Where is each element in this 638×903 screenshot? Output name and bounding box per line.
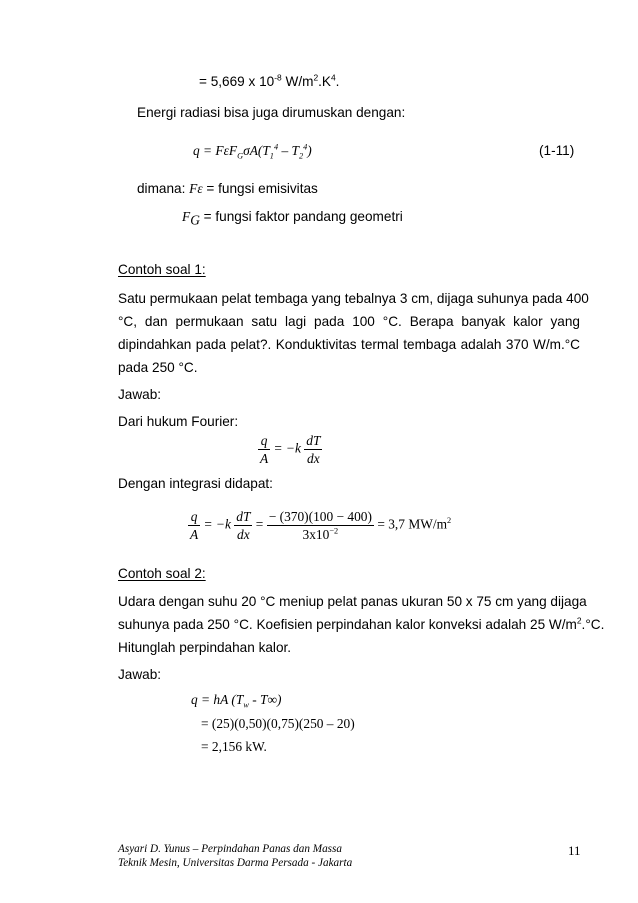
fe-description: = fungsi emisivitas (202, 181, 318, 196)
eq-area: A(T (249, 143, 270, 158)
sigma-end: . (335, 74, 340, 89)
denominator-exponent: −2 (329, 526, 339, 536)
fraction-denominator: A (190, 527, 199, 542)
eq-sub-2: 2 (298, 151, 304, 161)
contoh-1-heading: Contoh soal 1: (118, 262, 206, 277)
contoh-2-line (118, 615, 605, 632)
fg-description: = fungsi faktor pandang geometri (199, 209, 403, 224)
fraction-denominator (267, 526, 374, 543)
denominator-base: 3x10 (302, 527, 330, 542)
fraction-denominator: dx (237, 527, 250, 542)
equation-number: (1-11) (539, 143, 575, 158)
fraction-numerator: − (370)(100 − 400) (268, 509, 372, 524)
contoh-2-last-line: Hitunglah perpindahan kalor. (118, 640, 292, 655)
fourier-equation (258, 432, 322, 467)
result-exponent: 2 (447, 516, 452, 526)
contoh-1-last-line: pada 250 °C. (118, 360, 198, 375)
energi-intro: Energi radiasi bisa juga dirumuskan dengan: (137, 105, 406, 120)
sigma-value: = 5,669 x 10 (199, 74, 275, 89)
fraction-numerator: dT (236, 509, 251, 524)
contoh-2-heading: Contoh soal 2: (118, 566, 206, 581)
eq-epsilon: ε (223, 143, 229, 158)
fourier-label: Dari hukum Fourier: (118, 414, 239, 429)
fraction-denominator: A (260, 451, 269, 466)
fraction-numerator: q (188, 508, 200, 526)
contoh-2-jawab: Jawab: (118, 667, 162, 682)
eq-minus: – T (278, 143, 299, 158)
contoh-2-line-text: suhunya pada 250 °C. Koefisien perpindahan kalor konveksi adalah 25 W/m (118, 617, 577, 632)
fraction-q-over-a (188, 508, 200, 543)
eq-sigma: σ (243, 143, 250, 158)
dimana-fg (182, 209, 403, 228)
step-1-w-sub: w (243, 700, 249, 710)
sigma-unit-exponent: 2 (313, 72, 319, 83)
integration-result: = 3,7 MW/m (377, 516, 447, 532)
contoh-2-line-tail: .°C. (581, 617, 605, 632)
solution-step-2: = (25)(0,50)(0,75)(250 – 20) (201, 716, 355, 731)
eq-sup-4b: 4 (303, 142, 308, 152)
step-1-t-inf: - T∞) (248, 692, 282, 707)
fraction-numeric (267, 508, 374, 543)
sigma-unit-tail: .K (318, 74, 331, 89)
fraction-dt-over-dx (234, 508, 252, 543)
fg-subscript: G (190, 212, 200, 228)
footer-line-1: Asyari D. Yunus – Perpindahan Panas dan Massa (118, 843, 342, 855)
integration-equals-k: = −k (203, 516, 231, 532)
sigma-constant (199, 74, 339, 89)
sigma-exponent: -8 (274, 72, 282, 83)
footer-line-2: Teknik Mesin, Universitas Darma Persada - Jakarta (118, 857, 353, 869)
fraction-q-over-a (258, 432, 270, 467)
eq-g-sub: G (237, 151, 244, 161)
contoh-2-line: Udara dengan suhu 20 °C meniup pelat panas ukuran 50 x 75 cm yang dijaga (118, 594, 587, 609)
fraction-numerator: q (258, 432, 270, 450)
integration-equation (188, 508, 451, 543)
fg-symbol: F (182, 209, 191, 224)
contoh-1-jawab: Jawab: (118, 387, 162, 402)
contoh-1-line: dipindahkan pada pelat?. Konduktivitas termal tembaga adalah 370 W/m.°C (118, 337, 580, 352)
page-number: 11 (568, 843, 581, 858)
eq-sup-4a: 4 (273, 142, 279, 152)
solution-step-1 (191, 692, 282, 708)
contoh-1-line: Satu permukaan pelat tembaga yang tebalnya 3 cm, dijaga suhunya pada 400 (118, 291, 589, 306)
fe-symbol: F (189, 181, 198, 196)
equation-1-11 (193, 143, 312, 159)
fourier-equals-k: = −k (273, 440, 301, 456)
eq-close: ) (307, 143, 312, 158)
contoh-1-line: °C, dan permukaan satu lagi pada 100 °C. Berapa banyak kalor yang (118, 314, 580, 329)
eq-lhs: q = F (193, 143, 224, 158)
dimana-fe (137, 181, 318, 197)
step-1-t: (T (231, 692, 244, 707)
integration-equals: = (255, 516, 264, 532)
step-1-lhs: q = hA (191, 692, 232, 707)
dimana-label: dimana: (137, 181, 186, 196)
sigma-k-exponent: 4 (330, 72, 336, 83)
eq-sub-1: 1 (269, 151, 274, 161)
integrasi-label: Dengan integrasi didapat: (118, 476, 273, 491)
solution-step-3: = 2,156 kW. (201, 739, 267, 754)
sigma-unit: W/m (281, 74, 314, 89)
fe-epsilon: ε (197, 181, 203, 196)
eq-f: F (228, 143, 238, 158)
fraction-numerator: dT (306, 433, 321, 448)
contoh-2-exponent: 2 (576, 615, 582, 626)
fraction-dt-over-dx (304, 432, 322, 467)
fraction-denominator: dx (307, 451, 320, 466)
